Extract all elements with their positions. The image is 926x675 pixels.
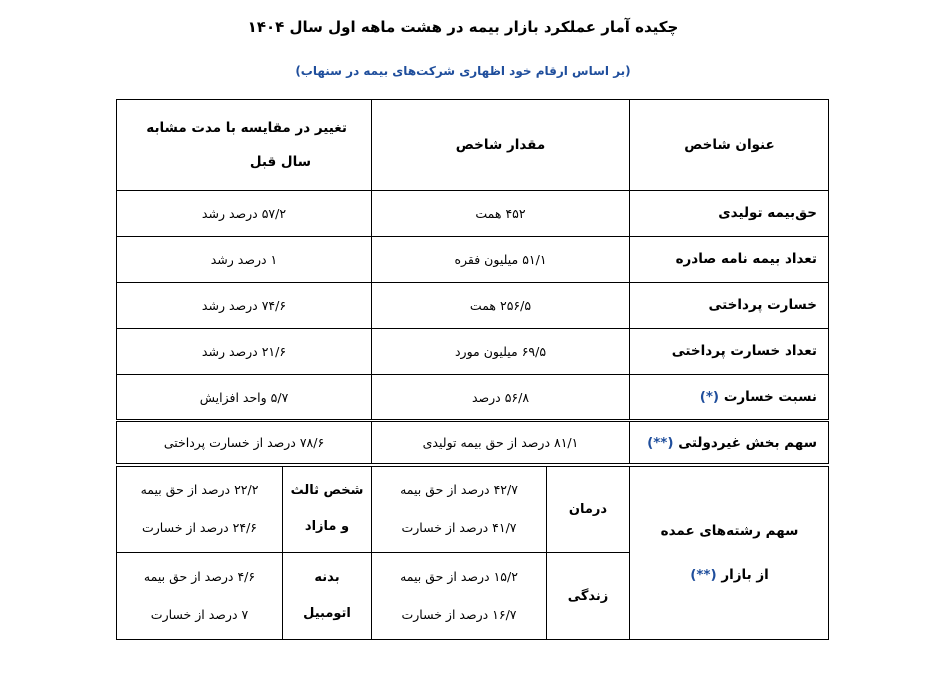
life-premium: ۱۵/۲ درصد از حق بیمه	[400, 569, 518, 584]
third-party-line1: شخص ثالث	[290, 483, 364, 498]
third-party-premium: ۲۲/۲ درصد از حق بیمه	[140, 482, 259, 497]
row-label: تعداد خسارت پرداختی	[671, 343, 817, 359]
line-name-health: درمان	[568, 501, 608, 517]
row-value: ۴۵۲ همت	[475, 205, 526, 221]
third-party-values	[117, 466, 282, 552]
row-label: خسارت پرداختی	[708, 297, 817, 313]
row-label	[630, 374, 829, 420]
car-body-claims: ۷ درصد از خسارت	[150, 607, 249, 622]
row-label: حق‌بیمه تولیدی	[718, 205, 817, 221]
line-name-car-body	[283, 552, 371, 640]
footnote-marker: (**)	[690, 567, 717, 583]
loss-ratio-label: نسبت خسارت	[723, 389, 817, 405]
row-change: ۵۷/۲ درصد رشد	[201, 205, 287, 221]
line-name-third-party	[283, 466, 371, 552]
car-body-line1: بدنه	[314, 570, 340, 585]
share-value: ۸۱/۱ درصد از حق بیمه تولیدی	[422, 435, 579, 450]
row-value: ۶۹/۵ میلیون مورد	[454, 343, 547, 359]
header-change-line1: تغییر در مقایسه با مدت مشابه	[146, 119, 347, 136]
row-label: تعداد بیمه نامه صادره	[675, 251, 817, 267]
major-lines-label	[630, 466, 829, 640]
major-lines-label-line1: سهم رشته‌های عمده	[660, 523, 799, 539]
share-label-text: سهم بخش غیردولتی	[678, 434, 817, 451]
row-value: ۵۶/۸ درصد	[471, 389, 530, 405]
health-claims: ۴۱/۷ درصد از خسارت	[401, 520, 517, 535]
share-label	[630, 421, 829, 464]
health-premium: ۴۲/۷ درصد از حق بیمه	[400, 482, 518, 497]
third-party-claims: ۲۴/۶ درصد از خسارت	[141, 520, 258, 535]
header-change	[117, 99, 371, 190]
row-value: ۵۱/۱ میلیون فقره	[454, 251, 547, 267]
page-title: چکیده آمار عملکرد بازار بیمه در هشت ماهه اول سال ۱۴۰۴	[247, 18, 679, 36]
row-change: ۱ درصد رشد	[210, 251, 278, 267]
health-values	[372, 466, 546, 552]
footnote-marker: (*)	[699, 389, 720, 405]
header-indicator: عنوان شاخص	[684, 136, 775, 153]
major-lines-label-line2: از بازار (**)	[690, 567, 769, 583]
line-name-life: زندگی	[567, 588, 609, 604]
car-body-line2: اتومبیل	[303, 606, 351, 621]
third-party-line2: و مازاد	[304, 519, 350, 534]
share-change: ۷۸/۶ درصد از خسارت پرداختی	[163, 435, 325, 450]
header-value: مقدار شاخص	[455, 136, 546, 153]
footnote-marker: (**)	[647, 434, 674, 451]
page-subtitle: (بر اساس ارقام خود اظهاری شرکت‌های بیمه در سنهاب)	[295, 64, 631, 78]
car-body-premium: ۴/۶ درصد از حق بیمه	[143, 569, 256, 584]
row-value: ۲۵۶/۵ همت	[469, 297, 532, 313]
row-change: ۵/۷ واحد افزایش	[199, 389, 289, 405]
life-values	[372, 552, 546, 640]
header-change-line2: سال قبل	[249, 153, 311, 170]
life-claims: ۱۶/۷ درصد از خسارت	[401, 607, 517, 622]
row-change: ۷۴/۶ درصد رشد	[201, 297, 287, 313]
row-change: ۲۱/۶ درصد رشد	[201, 343, 287, 359]
car-body-values	[117, 552, 282, 640]
